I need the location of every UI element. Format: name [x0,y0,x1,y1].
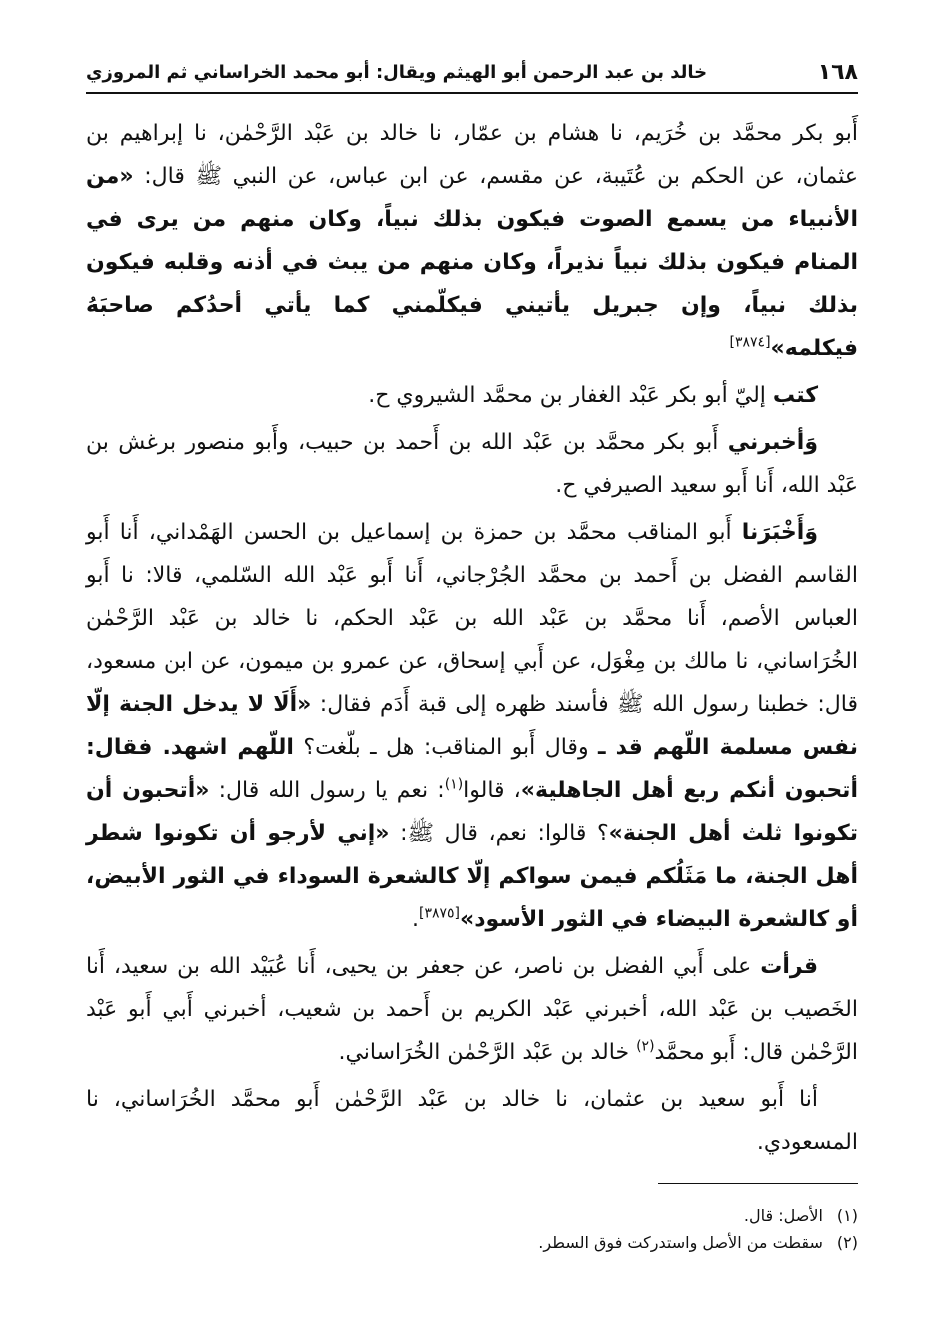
paragraph-qaratu [86,945,858,1074]
footnote-marker: (١) [444,776,464,793]
hadith-matn: «إني لأرجو أن تكونوا شطر أهل الجنة، ما مَثَلُكم فيمن سواكم إلّا كالشعرة السوداء في الثور الأبيض، أو كالشعرة البيضاء في الثور الأسود» [86,821,858,932]
hadith-matn: اللّهم اشهد. فقال: أتحبون أنكم ربع أهل الجاهلية» [86,735,858,803]
transmission-term: وَأَخْبَرَنا [741,520,818,545]
paragraph-akhbarani [86,421,858,507]
narration-text: : نعم يا رسول الله قال: [209,778,445,803]
isnad-text: خالد بن عَبْد الرَّحْمٰن الخُرَاساني. [338,1040,637,1065]
footnote-number: (١) [836,1206,858,1225]
hadith-matn: «من الأنبياء من يسمع الصوت فيكون بذلك نبياً، وكان منهم من يرى في المنام فيكون بذلك نبياً نذيراً، وكان منهم من يبث في أذنه وقلبه فيكون بذلك نبياً، وإن جبريل يأتيني فيكلّمني كما يأتي أحدُكم صاحبَهُ فيكلمه» [86,164,858,361]
paragraph-kataba [86,374,858,417]
transmission-term: وَأخبرني [727,430,818,455]
page-header [86,52,858,94]
narrator-note: وقال أَبو المناقب: هل ـ بلّغت؟ [293,735,599,760]
isnad-text: إليّ أبو بكر عَبْد الغفار بن محمَّد الشيروي ح. [368,383,773,408]
footnote-text: سقطت من الأصل واستدركت فوق السطر. [538,1233,823,1252]
hadith-matn: «أتحبون أن تكونوا ثلث أهل الجنة» [86,778,858,846]
footnote-divider [658,1183,858,1184]
footnote-item [86,1229,858,1256]
sentence-end: . [411,907,419,932]
footnote-marker: (٢) [636,1038,655,1055]
paragraph-hadith-3874 [86,112,858,370]
isnad-text: أَبو المناقب محمَّد بن حمزة بن إسماعيل بن الحسن الهَمْداني، أَنا أَبو القاسم الفضل بن أَحمد بن محمَّد الجُرْجاني، أَنا أَبو عَبْد الله السّلمي، قالا: نا أَبو العباس الأصم، أَنا محمَّد بن عَبْد الله بن عَبْد الحكم، نا خالد بن عَبْد الرَّحْمٰن الخُرَاساني، نا مالك بن مِغْوَل، عن أَبي إسحاق، عن عمرو بن ميمون، عن ابن مسعود، قال: خطبنا رسول الله ﷺ فأسند ظهره إلى قبة أَدَم فقال: [86,520,858,717]
paragraph-hadith-3875 [86,511,858,941]
footnote-number: (٢) [836,1233,858,1252]
footnotes [86,1202,858,1256]
footnote-item [86,1202,858,1229]
transmission-term: قرأت [760,954,818,979]
hadith-number: [٣٨٧٥] [418,905,460,922]
hadith-matn: «أَلَا لا يدخل الجنة إلّا نفس مسلمة اللّهم قد ـ [86,692,858,760]
isnad-text: أَبو بكر محمَّد بن خُرَيم، نا هشام بن عمّار، نا خالد بن عَبْد الرَّحْمٰن، نا إبراهيم بن عثمان، عن الحكم بن عُتَيبة، عن مقسم، عن ابن عباس، عن النبي ﷺ قال: [86,121,858,189]
transmission-term: كتب [772,383,818,408]
paragraph-ana [86,1078,858,1164]
isnad-text: أنا أَبو سعيد بن عثمان، نا خالد بن عَبْد الرَّحْمٰن أَبو محمَّد الخُرَاساني، نا المسعودي. [86,1087,858,1155]
isnad-text: أَبو بكر محمَّد بن عَبْد الله بن أَحمد بن حبيب، وأَبو منصور برغش بن عَبْد الله، أَنا أَبو سعيد الصيرفي ح. [86,430,858,498]
main-text [86,112,858,1168]
isnad-text: على أَبي الفضل بن ناصر، عن جعفر بن يحيى، أَنا عُبَيْد الله بن سعيد، أَنا الخَصيب بن عَبْد الله، أخبرني عَبْد الكريم بن أَحمد بن شعيب، أخبرني أَبي أَبو عَبْد الرَّحْمٰن قال: أَبو محمَّد [86,954,858,1065]
running-title: خالد بن عبد الرحمن أبو الهيثم ويقال: أبو محمد الخراساني ثم المروزي [86,61,708,83]
page-number: ١٦٨ [817,59,858,85]
footnote-text: الأصل: قال. [743,1206,823,1225]
narration-text: ، قالوا [463,778,521,803]
narration-text: ؟ قالوا: نعم، قال ﷺ: [389,821,609,846]
hadith-number: [٣٨٧٤] [729,334,771,351]
